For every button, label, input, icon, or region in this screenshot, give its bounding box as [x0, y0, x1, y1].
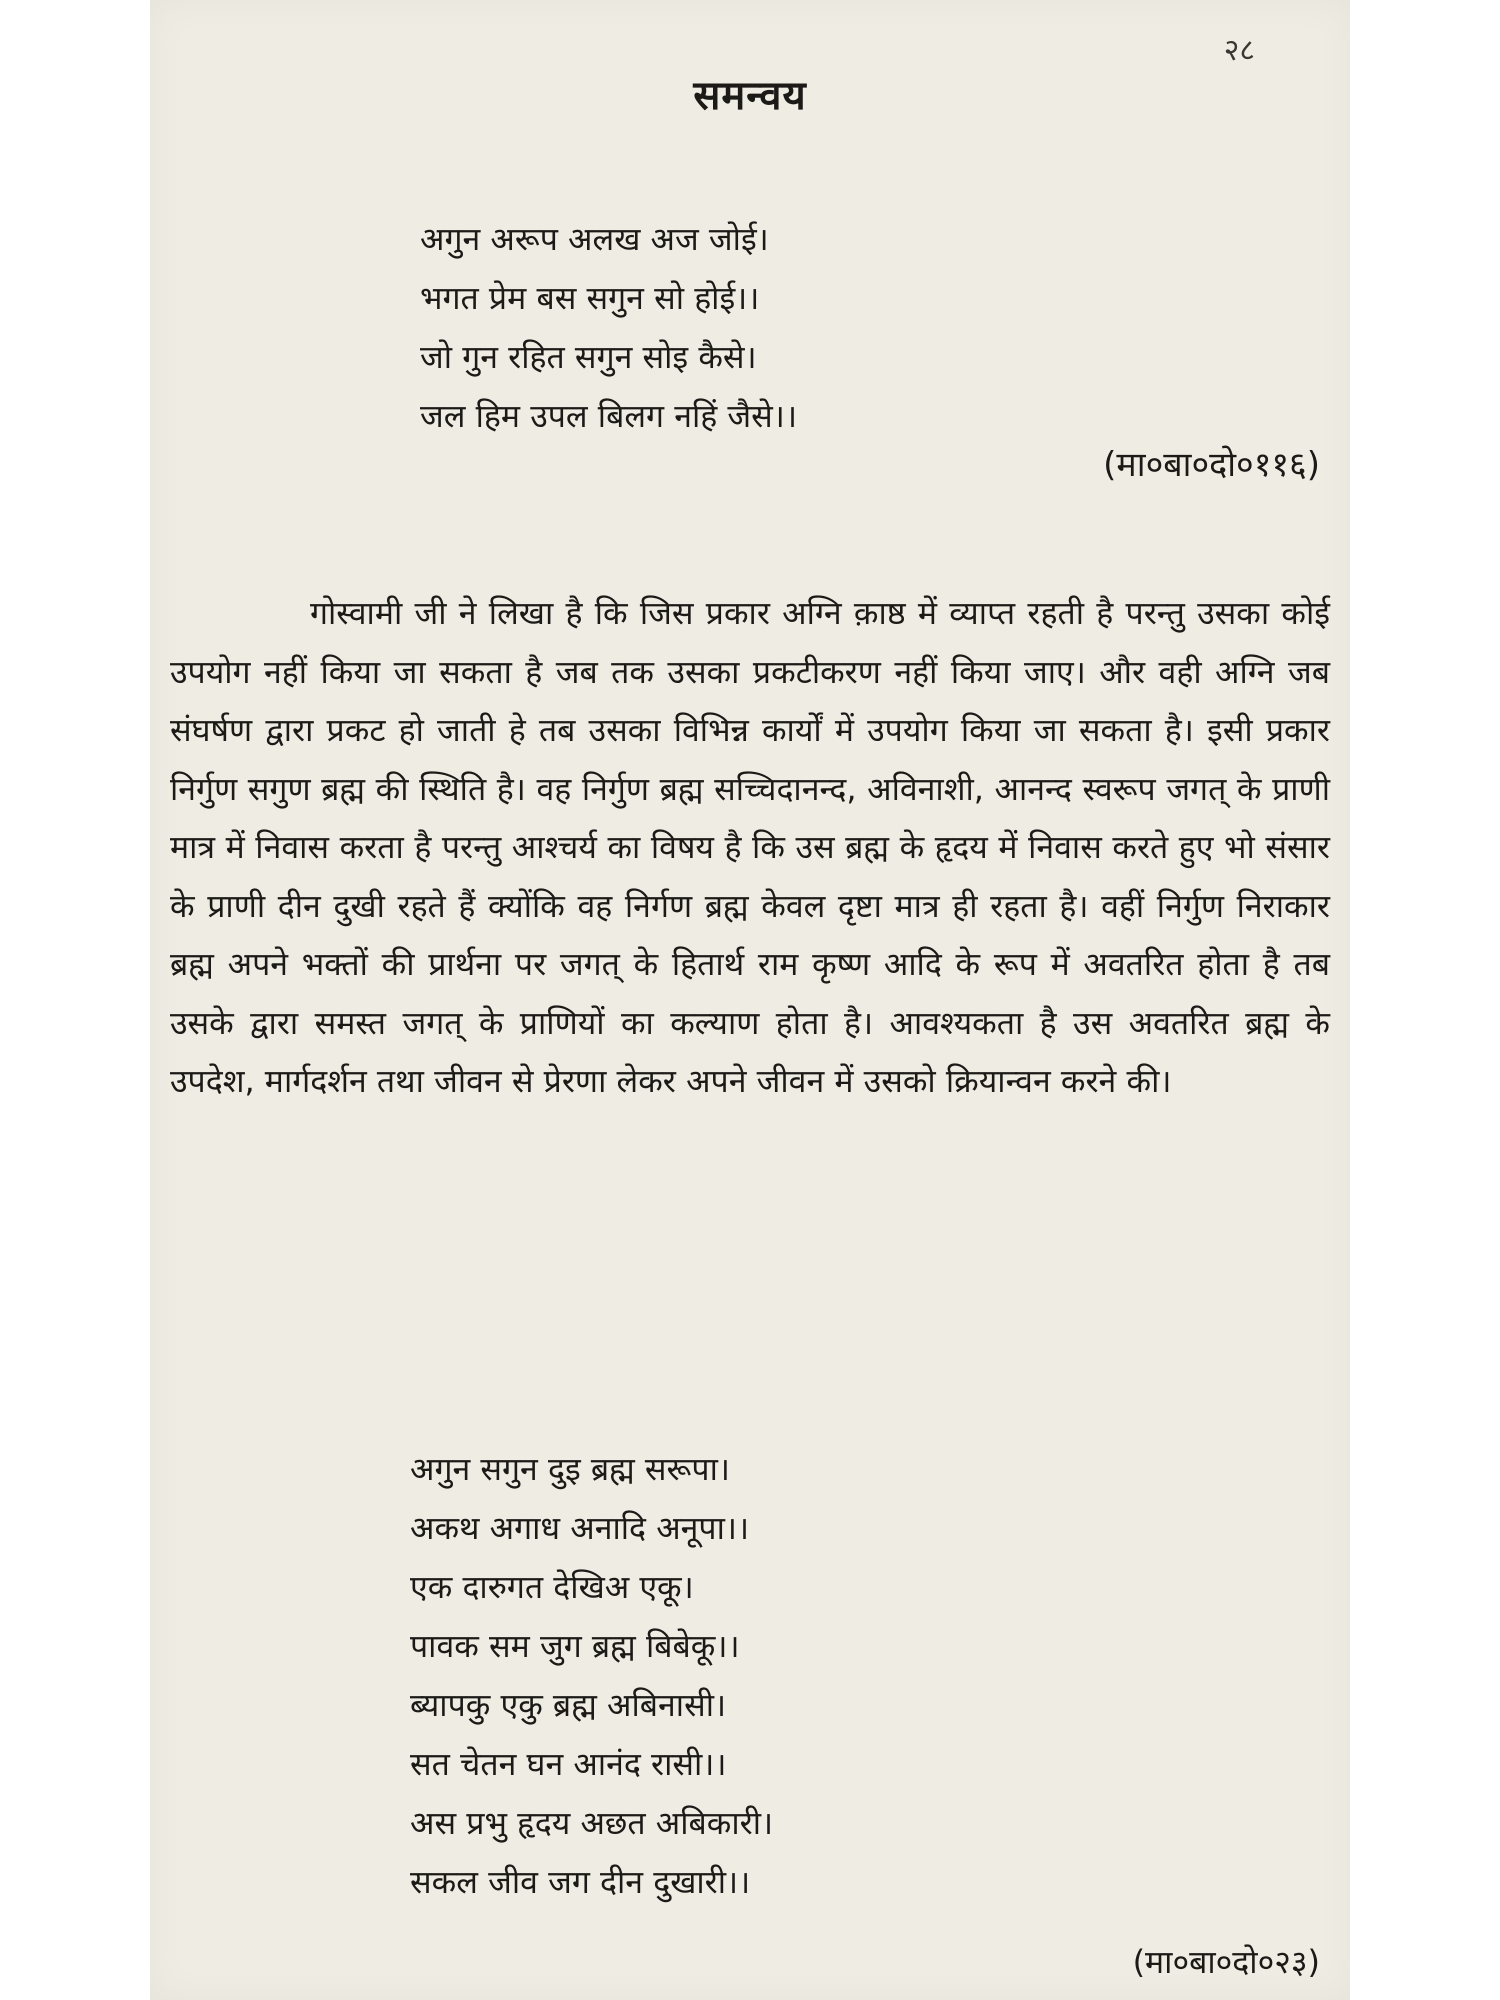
verse-citation-2: (मा०बा०दो०२३)	[1132, 1943, 1320, 1981]
verse-line: जल हिम उपल बिलग नहिं जैसे।।	[420, 397, 798, 435]
verse-line: भगत प्रेम बस सगुन सो होई।।	[420, 279, 760, 317]
verse-line: अस प्रभु हृदय अछत अबिकारी।	[410, 1804, 774, 1842]
verse-line: ब्यापकु एकु ब्रह्म अबिनासी।	[410, 1686, 727, 1724]
verse-line: एक दारुगत देखिअ एकू।	[410, 1568, 694, 1606]
verse-line: सकल जीव जग दीन दुखारी।।	[410, 1863, 751, 1901]
page-number: २८	[1223, 33, 1255, 68]
chapter-title: समन्वय	[693, 73, 807, 119]
verse-line: जो गुन रहित सगुन सोइ कैसे।	[420, 338, 757, 376]
verse-line: पावक सम जुग ब्रह्म बिबेकू।।	[410, 1627, 740, 1665]
verse-line: सत चेतन घन आनंद रासी।।	[410, 1745, 727, 1783]
verse-line: अकथ अगाध अनादि अनूपा।।	[410, 1509, 750, 1547]
verse-block-2	[410, 1440, 1110, 1912]
commentary-paragraph: गोस्वामी जी ने लिखा है कि जिस प्रकार अग्नि क़ाष्ठ में व्याप्त रहती है परन्तु उसका कोई उपयोग नहीं किया जा सकता है जब तक उसका प्रकटीकरण नहीं किया जाए। और वही अग्नि जब संघर्षण द्वारा प्रकट हो जाती हे तब उसका विभिन्न कार्यों में उपयोग किया जा सकता है। इसी प्रकार निर्गुण सगुण ब्रह्म की स्थिति है। वह निर्गुण ब्रह्म सच्चिदानन्द, अविनाशी, आनन्द स्वरूप जगत् के प्राणी मात्र में निवास करता है परन्तु आश्चर्य का विषय है कि उस ब्रह्म के हृदय में निवास करते हुए भो संसार के प्राणी दीन दुखी रहते हैं क्योंकि वह निर्गण ब्रह्म केवल दृष्टा मात्र ही रहता है। वहीं निर्गुण निराकार ब्रह्म अपने भक्तों की प्रार्थना पर जगत् के हितार्थ राम कृष्ण आदि के रूप में अवतरित होता है तब उसके द्वारा समस्त जगत् के प्राणियों का कल्याण होता है। आवश्यकता है उस अवतरित ब्रह्म के उपदेश, मार्गदर्शन तथा जीवन से प्रेरणा लेकर अपने जीवन में उसको क्रियान्वन करने की।	[170, 594, 1330, 1100]
verse-block-1	[420, 210, 1120, 446]
book-page	[150, 0, 1350, 2000]
verse-line: अगुन सगुन दुइ ब्रह्म सरूपा।	[410, 1450, 731, 1488]
verse-line: अगुन अरूप अलख अज जोई।	[420, 220, 769, 258]
verse-citation-1: (मा०बा०दो०११६)	[1103, 445, 1320, 485]
